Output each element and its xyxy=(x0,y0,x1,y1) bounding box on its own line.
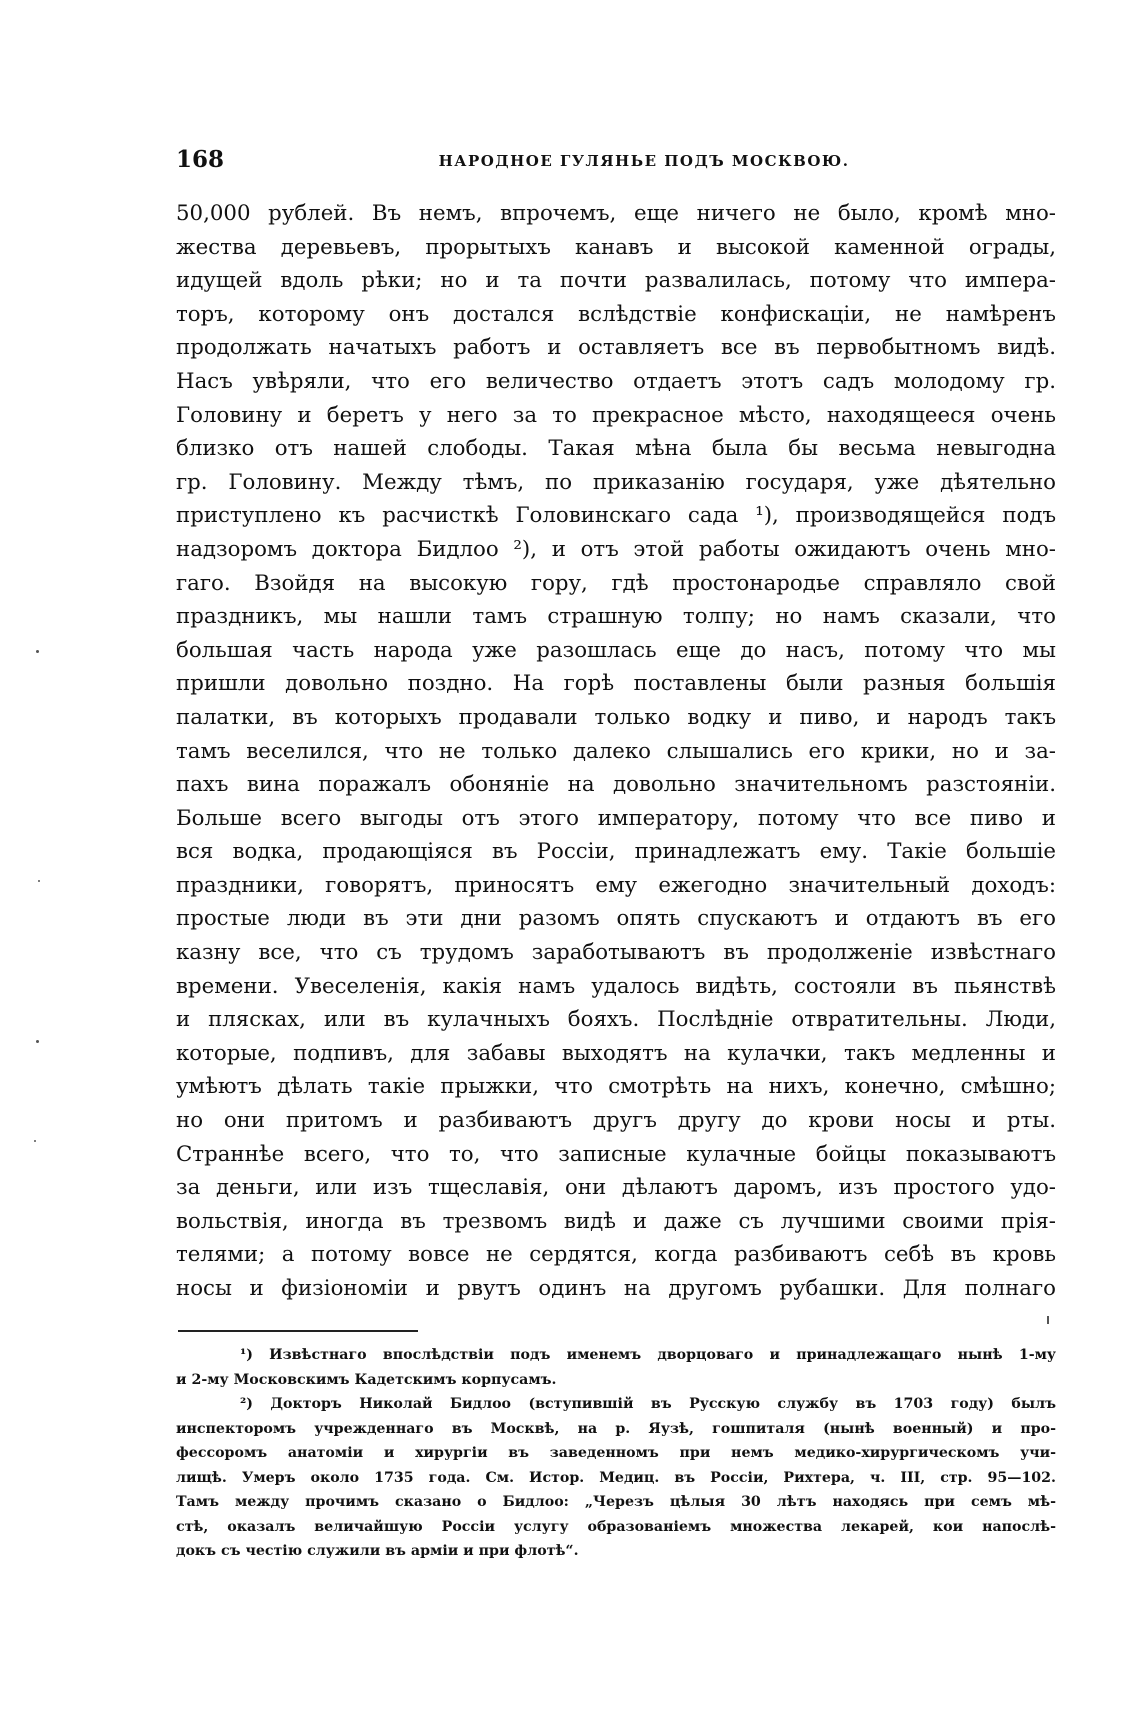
text-line: умѣютъ дѣлать такіе прыжки, что смотрѣть на нихъ, конечно, смѣшно; xyxy=(176,1074,1056,1100)
footnote-line: Тамъ между прочимъ сказано о Бидлоо: „Черезъ цѣлыя 30 лѣтъ находясь при семъ мѣ- xyxy=(176,1494,1056,1510)
text-line: которые, подпивъ, для забавы выходятъ на кулачки, такъ медленны и xyxy=(176,1040,1056,1066)
text-line: простые люди въ эти дни разомъ опять спускаютъ и отдаютъ въ его xyxy=(176,906,1056,932)
running-head xyxy=(176,146,1056,176)
running-title: НАРОДНОЕ ГУЛЯНЬЕ ПОДЪ МОСКВОЮ. xyxy=(438,152,850,170)
footnote-rule xyxy=(178,1330,418,1332)
text-line: близко отъ нашей слободы. Такая мѣна была бы весьма невыгодна xyxy=(176,436,1056,462)
footnotes xyxy=(176,1343,1056,1564)
text-line: но они притомъ и разбиваютъ другъ другу до крови носы и рты. xyxy=(176,1108,1056,1134)
text-line: и плясках, или въ кулачныхъ бояхъ. Послѣдніе отвратительны. Люди, xyxy=(176,1007,1056,1033)
text-line: вся водка, продающіяся въ Россіи, принадлежатъ ему. Такіе большіе xyxy=(176,839,1056,865)
text-line: праздники, говорятъ, приносятъ ему ежегодно значительный доходъ: xyxy=(176,872,1056,898)
footnote-line: ²) Докторъ Николай Бидлоо (вступившій въ Русскую службу въ 1703 году) былъ xyxy=(240,1396,1056,1412)
text-line: Страннѣе всего, что то, что записные кулачные бойцы показываютъ xyxy=(176,1141,1056,1167)
text-line: большая часть народа уже разошлась еще до насъ, потому что мы xyxy=(176,637,1056,663)
text-line: времени. Увеселенія, какія намъ удалось видѣть, состояли въ пьянствѣ xyxy=(176,973,1056,999)
footnote-line: инспекторомъ учрежденнаго въ Москвѣ, на р. Яузѣ, гошпиталя (нынѣ военный) и про- xyxy=(176,1420,1056,1437)
footnote-line: ¹) Извѣстнаго впослѣдствіи подъ именемъ дворцоваго и принадлежащаго нынѣ 1-му xyxy=(240,1347,1056,1363)
text-line: Головину и беретъ у него за то прекрасное мѣсто, находящееся очень xyxy=(176,402,1056,428)
scan-speck xyxy=(36,1040,39,1043)
scan-speck xyxy=(1047,1316,1049,1324)
footnote-line: докъ съ честію служили въ арміи и при флотѣ“. xyxy=(176,1543,579,1559)
text-line: гр. Головину. Между тѣмъ, по приказанію государя, уже дѣятельно xyxy=(176,469,1056,495)
text-line: носы и физіономіи и рвутъ одинъ на другомъ рубашки. Для полнаго xyxy=(176,1276,1056,1301)
body-text xyxy=(176,197,1056,1306)
text-line: палатки, въ которыхъ продавали только водку и пиво, и народъ такъ xyxy=(176,704,1056,730)
text-line: пахъ вина поражалъ обоняніе на довольно значительномъ разстояніи. xyxy=(176,772,1056,798)
page-number: 168 xyxy=(176,146,225,173)
text-line: гаго. Взойдя на высокую гору, гдѣ простонародье справляло свой xyxy=(176,570,1056,596)
text-line: пришли довольно поздно. На горѣ поставлены были разныя большія xyxy=(176,671,1056,697)
footnote-line: и 2-му Московскимъ Кадетскимъ корпусамъ. xyxy=(176,1371,557,1388)
scan-speck xyxy=(36,650,39,653)
footnote-line: стѣ, оказалъ величайшую Россіи услугу образованіемъ множества лекарей, кои напослѣ- xyxy=(176,1518,1056,1535)
footnote-line: фессоромъ анатоміи и хирургіи въ заведенномъ при немъ медико-хирургическомъ учи- xyxy=(176,1445,1056,1461)
text-line: за деньги, или изъ тщеславія, они дѣлаютъ даромъ, изъ простого удо- xyxy=(176,1175,1056,1201)
text-line: 50,000 рублей. Въ немъ, впрочемъ, еще ничего не было, кромѣ мно- xyxy=(176,201,1056,226)
text-line: тамъ веселился, что не только далеко слышались его крики, но и за- xyxy=(176,738,1056,764)
text-line: торъ, которому онъ достался вслѣдствіе конфискаціи, не намѣренъ xyxy=(176,301,1056,327)
text-line: жества деревьевъ, прорытыхъ канавъ и высокой каменной ограды, xyxy=(176,234,1056,260)
text-line: вольствія, иногда въ трезвомъ видѣ и даже съ лучшими своими прія- xyxy=(176,1208,1056,1234)
text-line: приступлено къ расчисткѣ Головинскаго сада ¹), производящейся подъ xyxy=(176,503,1056,529)
text-line: Насъ увѣряли, что его величество отдаетъ этотъ садъ молодому гр. xyxy=(176,368,1056,394)
text-line: идущей вдоль рѣки; но и та почти развалилась, потому что импера- xyxy=(176,268,1056,294)
scan-speck xyxy=(38,880,40,882)
footnote-line: лищѣ. Умеръ около 1735 года. См. Истор. Медиц. въ Россіи, Рихтера, ч. III, стр. 95—102. xyxy=(176,1469,1056,1486)
text-line: Больше всего выгоды отъ этого императору, потому что все пиво и xyxy=(176,805,1056,831)
text-line: казну все, что съ трудомъ заработываютъ въ продолженіе извѣстнаго xyxy=(176,940,1056,966)
text-line: телями; а потому вовсе не сердятся, когда разбиваютъ себѣ въ кровь xyxy=(176,1242,1056,1268)
text-line: праздникъ, мы нашли тамъ страшную толпу; но намъ сказали, что xyxy=(176,604,1056,630)
scan-speck xyxy=(34,1140,36,1142)
text-line: надзоромъ доктора Бидлоо ²), и отъ этой работы ожидаютъ очень мно- xyxy=(176,536,1056,562)
text-line: продолжать начатыхъ работъ и оставляетъ все въ первобытномъ видѣ. xyxy=(176,335,1056,361)
